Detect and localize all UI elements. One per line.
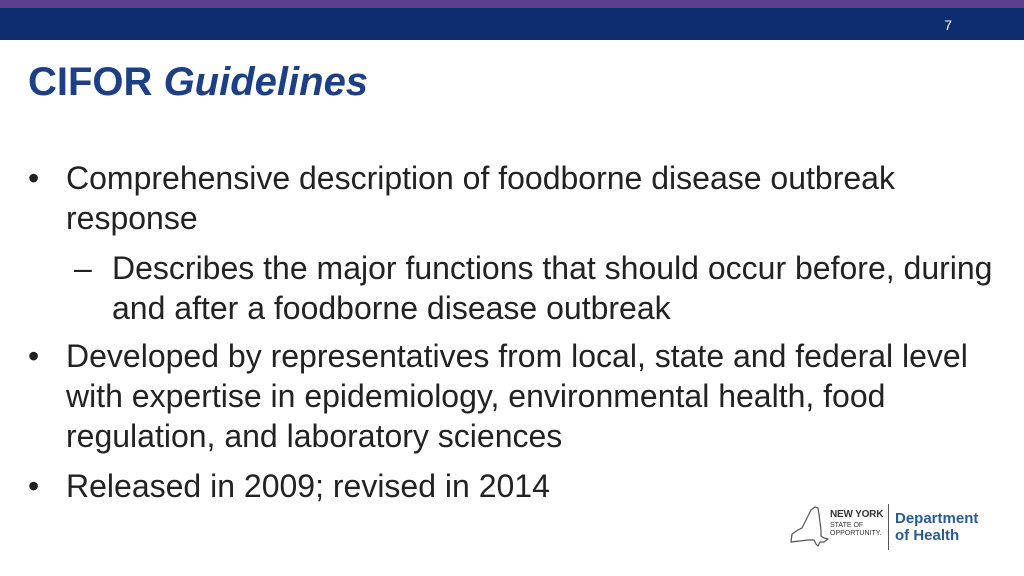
of-health-label: of Health bbox=[895, 527, 960, 544]
bullet-text: Developed by representatives from local, state and federal level with expertise in epidemiology, environmental health, food regulation, and laboratory sciences bbox=[66, 338, 968, 454]
department-label: Department bbox=[895, 510, 979, 527]
bullet-item bbox=[0, 336, 1000, 456]
bullet-text: Released in 2009; revised in 2014 bbox=[66, 468, 550, 504]
bullet-marker: • bbox=[28, 338, 40, 374]
ny-state-tagline-1: STATE OF bbox=[830, 522, 864, 529]
title-emphasis: Guidelines bbox=[163, 60, 369, 104]
bullet-text: Comprehensive description of foodborne disease outbreak response bbox=[66, 160, 895, 236]
top-accent-stripe bbox=[0, 0, 1024, 8]
logo-divider bbox=[888, 504, 889, 550]
ny-state-wordmark: NEW YORK bbox=[830, 509, 884, 520]
sub-bullet-item bbox=[0, 248, 1000, 328]
bullet-list bbox=[0, 158, 1000, 506]
ny-state-tagline-2: OPPORTUNITY. bbox=[830, 530, 882, 537]
bullet-item bbox=[0, 158, 1000, 238]
slide-title bbox=[28, 58, 368, 106]
slide-number: 7 bbox=[944, 17, 952, 33]
dash-marker: – bbox=[74, 250, 92, 286]
bullet-marker: • bbox=[28, 160, 40, 196]
new-york-state-map-icon bbox=[788, 502, 830, 548]
nys-department-of-health-logo bbox=[788, 502, 988, 556]
bullet-item bbox=[0, 466, 1000, 506]
header-bar bbox=[0, 8, 1024, 40]
title-prefix: CIFOR bbox=[28, 60, 153, 104]
sub-bullet-text: Describes the major functions that should occur before, during and after a foodborne disease outbreak bbox=[112, 250, 993, 326]
bullet-marker: • bbox=[28, 468, 40, 504]
